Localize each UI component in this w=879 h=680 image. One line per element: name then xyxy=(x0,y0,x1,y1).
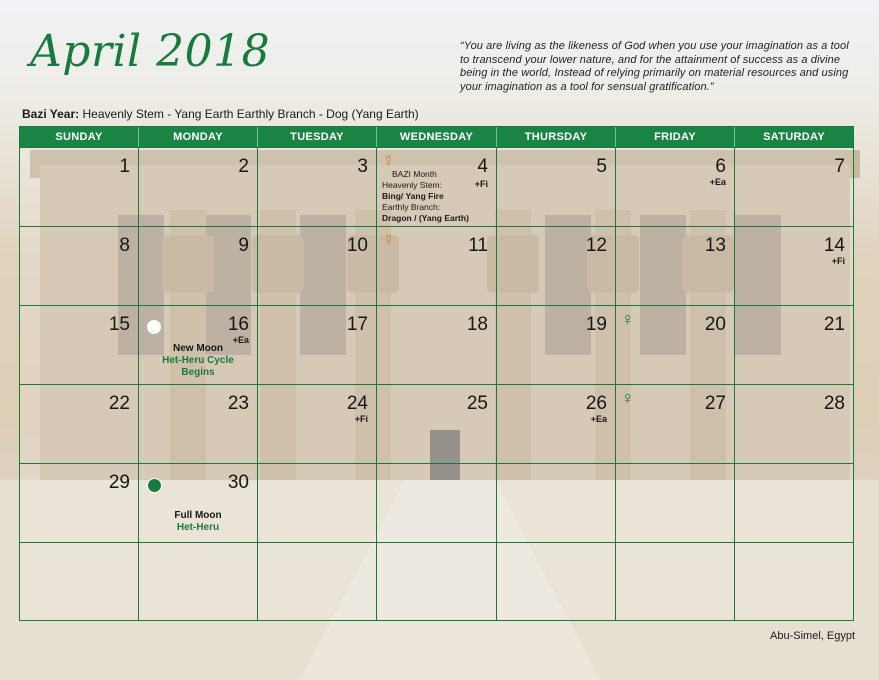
day-number: 2 xyxy=(238,156,249,177)
weekday-tuesday: TUESDAY xyxy=(258,127,377,147)
day-cell-12 xyxy=(497,227,616,305)
day-cell-empty xyxy=(258,464,377,542)
element-tag: +Fi xyxy=(831,256,845,266)
day-number: 6 xyxy=(715,156,726,177)
weekday-header xyxy=(20,127,853,147)
new-moon-icon xyxy=(147,320,161,334)
day-cell-empty xyxy=(497,543,616,620)
day-number: 16 xyxy=(227,314,249,335)
weekday-thursday: THURSDAY xyxy=(497,127,616,147)
day-cell-5 xyxy=(497,148,616,226)
day-number: 28 xyxy=(823,393,845,414)
bazi-month-stem-label: Heavenly Stem: xyxy=(382,180,442,190)
day-number: 25 xyxy=(466,393,488,414)
day-cell-9 xyxy=(139,227,258,305)
month-calendar xyxy=(19,126,854,621)
day-cell-13 xyxy=(616,227,735,305)
bazi-month-branch-label: Earthly Branch: xyxy=(382,202,441,212)
day-number: 19 xyxy=(585,314,607,335)
day-cell-7 xyxy=(735,148,853,226)
day-cell-6 xyxy=(616,148,735,226)
bazi-month-branch-value: Dragon / (Yang Earth) xyxy=(382,213,469,223)
new-moon-note xyxy=(139,343,257,379)
day-cell-20 xyxy=(616,306,735,384)
week-row xyxy=(20,226,853,305)
day-cell-empty xyxy=(616,543,735,620)
day-cell-10 xyxy=(258,227,377,305)
day-number: 22 xyxy=(108,393,130,414)
day-cell-18 xyxy=(377,306,497,384)
bazi-month-note xyxy=(382,169,469,224)
day-cell-3 xyxy=(258,148,377,226)
weekday-monday: MONDAY xyxy=(139,127,258,147)
day-cell-19 xyxy=(497,306,616,384)
day-cell-16 xyxy=(139,306,258,384)
day-number: 4 xyxy=(477,156,488,177)
week-row xyxy=(20,542,853,620)
day-number: 3 xyxy=(357,156,368,177)
day-cell-empty xyxy=(139,543,258,620)
day-number: 21 xyxy=(823,314,845,335)
element-tag: +Ea xyxy=(232,335,249,345)
day-number: 8 xyxy=(119,235,130,256)
day-cell-26 xyxy=(497,385,616,463)
day-cell-11 xyxy=(377,227,497,305)
full-moon-note xyxy=(139,510,257,534)
day-cell-empty xyxy=(20,543,139,620)
day-number: 20 xyxy=(704,314,726,335)
bazi-year-text: Heavenly Stem - Yang Earth Earthly Branch - Dog (Yang Earth) xyxy=(82,107,419,121)
day-number: 5 xyxy=(596,156,607,177)
day-cell-empty xyxy=(377,464,497,542)
day-cell-1 xyxy=(20,148,139,226)
mercury-icon: ☿ xyxy=(382,151,396,171)
day-cell-empty xyxy=(616,464,735,542)
day-cell-14 xyxy=(735,227,853,305)
weekday-saturday: SATURDAY xyxy=(763,131,825,143)
day-number: 17 xyxy=(346,314,368,335)
full-moon-icon xyxy=(147,478,162,493)
full-moon-line2: Het-Heru xyxy=(176,522,220,533)
day-number: 1 xyxy=(119,156,130,177)
calendar-title: April 2018 xyxy=(30,26,271,77)
day-cell-empty xyxy=(258,543,377,620)
weekday-wednesday: WEDNESDAY xyxy=(377,127,497,147)
day-cell-2 xyxy=(139,148,258,226)
venus-icon: ♀ xyxy=(621,309,635,329)
day-cell-21 xyxy=(735,306,853,384)
new-moon-line3: Begins xyxy=(181,367,215,378)
day-cell-29 xyxy=(20,464,139,542)
bazi-year-label: Bazi Year: xyxy=(22,107,80,121)
day-number: 27 xyxy=(704,393,726,414)
week-row xyxy=(20,384,853,463)
element-tag: +Ea xyxy=(590,414,607,424)
bazi-month-stem-value: Bing/ Yang Fire xyxy=(382,191,444,201)
day-number: 14 xyxy=(823,235,845,256)
weekday-friday: FRIDAY xyxy=(616,127,735,147)
day-number: 15 xyxy=(108,314,130,335)
bazi-month-title: BAZI Month xyxy=(392,169,437,179)
day-cell-4 xyxy=(377,148,497,226)
new-moon-label: New Moon xyxy=(173,343,223,354)
day-cell-24 xyxy=(258,385,377,463)
day-cell-empty xyxy=(497,464,616,542)
day-number: 7 xyxy=(834,156,845,177)
day-number: 9 xyxy=(238,235,249,256)
new-moon-line2: Het-Heru Cycle xyxy=(162,355,234,366)
day-number: 23 xyxy=(227,393,249,414)
day-number: 13 xyxy=(704,235,726,256)
day-number: 24 xyxy=(346,393,368,414)
week-row xyxy=(20,463,853,542)
element-tag: +Fi xyxy=(474,179,488,189)
day-number: 10 xyxy=(346,235,368,256)
day-cell-30 xyxy=(139,464,258,542)
bazi-year-line xyxy=(22,107,419,121)
day-cell-28 xyxy=(735,385,853,463)
day-cell-empty xyxy=(377,543,497,620)
day-cell-15 xyxy=(20,306,139,384)
day-number: 30 xyxy=(227,472,249,493)
day-cell-27 xyxy=(616,385,735,463)
week-row xyxy=(20,147,853,226)
day-number: 18 xyxy=(466,314,488,335)
venus-icon: ♀ xyxy=(621,388,635,408)
full-moon-label: Full Moon xyxy=(174,510,222,521)
day-cell-23 xyxy=(139,385,258,463)
element-tag: +Fi xyxy=(354,414,368,424)
week-row xyxy=(20,305,853,384)
weekday-sunday: SUNDAY xyxy=(20,127,139,147)
day-cell-22 xyxy=(20,385,139,463)
day-number: 12 xyxy=(585,235,607,256)
inspirational-quote: “You are living as the likeness of God when you use your imagination as a tool to transcend your lower nature, and for the attainment of success as a divine being in the world, Instead of relying primarily on material resources and using your imagination as a tool for sensual gratification.” xyxy=(460,40,849,93)
day-number: 29 xyxy=(108,472,130,493)
day-cell-17 xyxy=(258,306,377,384)
day-cell-empty xyxy=(735,464,853,542)
photo-caption: Abu-Simel, Egypt xyxy=(770,630,855,642)
day-number: 26 xyxy=(585,393,607,414)
element-tag: +Ea xyxy=(709,177,726,187)
day-cell-empty xyxy=(735,543,853,620)
day-cell-8 xyxy=(20,227,139,305)
day-number: 11 xyxy=(468,235,488,256)
mercury-icon: ☿ xyxy=(382,230,396,250)
day-cell-25 xyxy=(377,385,497,463)
